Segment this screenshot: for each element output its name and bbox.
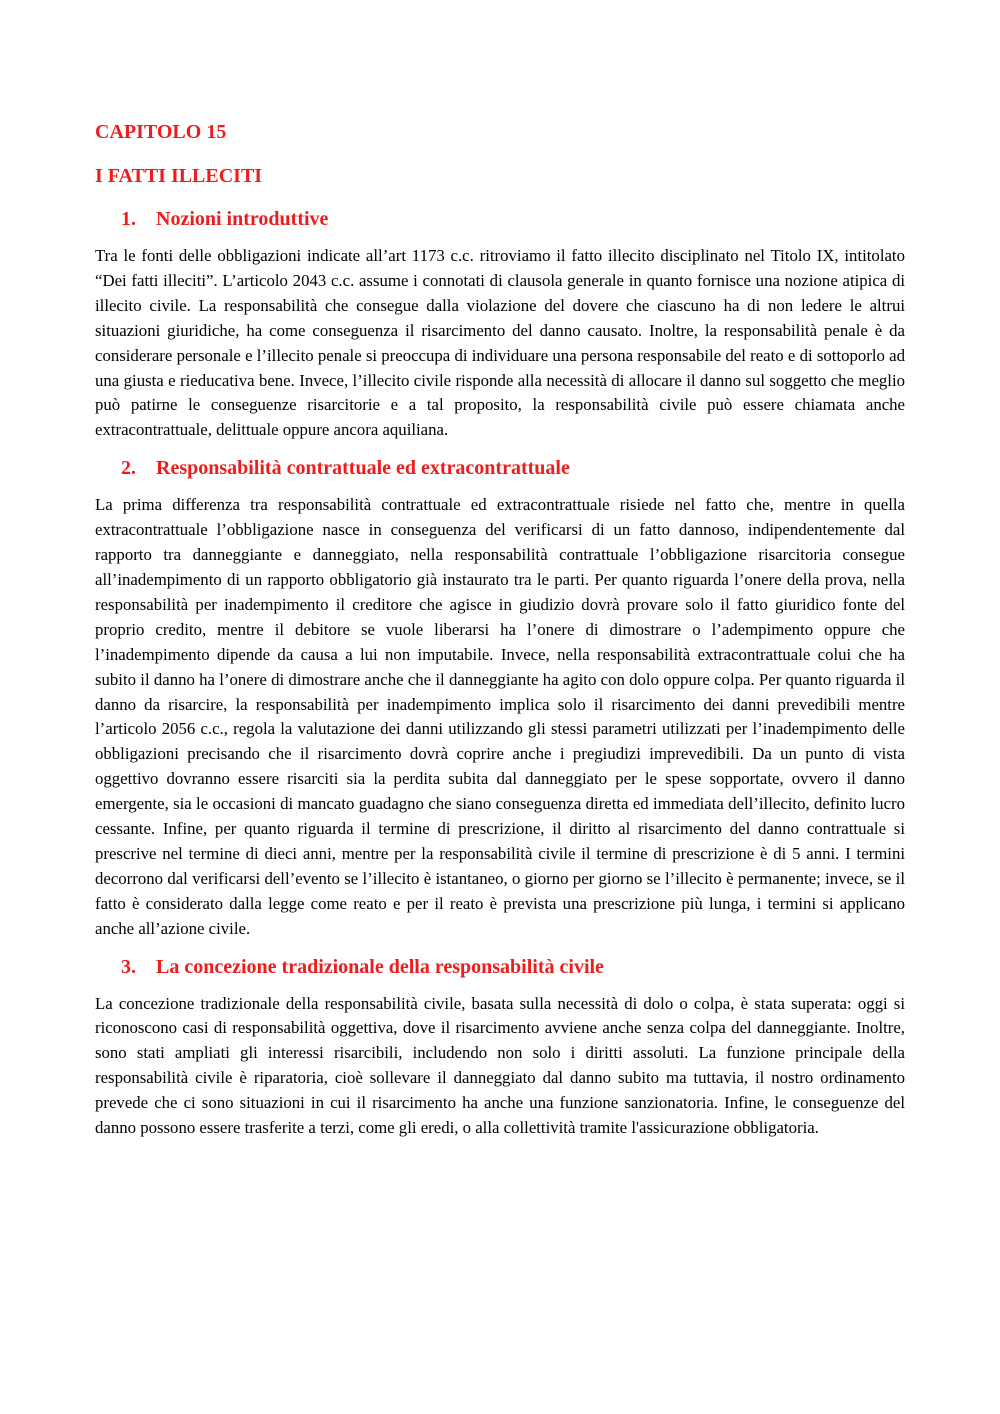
- section-title: La concezione tradizionale della responsabilità civile: [156, 955, 604, 978]
- section-heading-3: [121, 952, 905, 982]
- chapter-title: I FATTI ILLECITI: [95, 165, 263, 187]
- section-paragraph: La prima differenza tra responsabilità contrattuale ed extracontrattuale risiede nel fatto che, mentre in quella extracontrattuale l’obbligazione nasce in conseguenza del verificarsi di un fatto dannoso, indipendentemente dal rapporto tra danneggiante e danneggiato, nella responsabilità contrattuale l’obbligazione risarcitoria consegue all’inadempimento di un rapporto obbligatorio già instaurato tra le parti. Per quanto riguarda l’onere della prova, nella responsabilità per inadempimento il creditore che agisce in giudizio dovrà provare solo il fatto giuridico fonte del proprio credito, mentre il debitore se vuole liberarsi ha l’onere di dimostrare o l’adempimento oppure che l’inadempimento dipende da causa a lui non imputabile. Invece, nella responsabilità extracontrattuale colui che ha subito il danno ha l’onere di dimostrare anche che il danneggiante ha agito con dolo oppure colpa. Per quanto riguarda il danno da risarcire, la responsabilità per inadempimento implica solo il risarcimento dei danni prevedibili mentre l’articolo 2056 c.c., regola la valutazione dei danni utilizzando gli stessi parametri utilizzati per l’inadempimento delle obbligazioni precisando che il risarcimento dovrà coprire anche i pregiudizi imprevedibili. Da un punto di vista oggettivo dovranno essere risarciti sia la perdita subita dal danneggiato per le spese sopportate, ovvero il danno emergente, sia le occasioni di mancato guadagno che siano conseguenza diretta ed immediata dell’illecito, definito lucro cessante. Infine, per quanto riguarda il termine di prescrizione, il diritto al risarcimento del danno contrattuale si prescrive nel termine di dieci anni, mentre per la responsabilità civile il termine di prescrizione è di 5 anni. I termini decorrono dal verificarsi dell’evento se l’illecito è istantaneo, o giorno per giorno se l’illecito è permanente; invece, se il fatto è considerato dalla legge come reato e per il reato è prevista una prescrizione più lunga, i termini si applicano anche all’azione civile.: [95, 495, 905, 938]
- section-2: [95, 453, 905, 941]
- section-heading-1: [121, 204, 905, 234]
- section-1: [95, 204, 905, 443]
- section-paragraph: Tra le fonti delle obbligazioni indicate all’art 1173 c.c. ritroviamo il fatto illecito disciplinato nel Titolo IX, intitolato “Dei fatti illeciti”. L’articolo 2043 c.c. assume i connotati di clausola generale in quanto fornisce una nozione atipica di illecito civile. La responsabilità che consegue dalla violazione del dovere che ciascuno ha di non ledere le altrui situazioni giuridiche, ha come conseguenza il risarcimento del danno causato. Inoltre, la responsabilità penale è da considerare personale e l’illecito penale si preoccupa di individuare una persona responsabile del reato e di sottoporlo ad una giusta e rieducativa bene. Invece, l’illecito civile risponde alla necessità di allocare il danno sul soggetto che meglio può patirne le conseguenze risarcitorie e a tal proposito, la responsabilità civile può essere chiamata anche extracontrattuale, delittuale oppure ancora aquiliana.: [95, 246, 905, 440]
- section-number: 3.: [121, 955, 136, 978]
- section-number: 1.: [121, 208, 136, 230]
- section-paragraph: La concezione tradizionale della responsabilità civile, basata sulla necessità di dolo o colpa, è stata superata: oggi si riconoscono casi di responsabilità oggettiva, dove il risarcimento avviene anche senza colpa del danneggiante. Inoltre, sono stati ampliati gli interessi risarcibili, includendo non solo i diritti assoluti. La funzione principale della responsabilità civile è riparatoria, cioè sollevare il danneggiato dal danno subito ma tuttavia, il nostro ordinamento prevede che ci sono situazioni in cui il risarcimento ha anche una funzione sanzionatoria. Infine, le conseguenze del danno possono essere trasferite a terzi, come gli eredi, o alla collettività tramite l'assicurazione obbligatoria.: [95, 993, 905, 1138]
- section-title: Responsabilità contrattuale ed extracontrattuale: [156, 457, 570, 480]
- section-title: Nozioni introduttive: [156, 208, 329, 230]
- document-page: [95, 116, 905, 1147]
- chapter-label: CAPITOLO 15: [95, 121, 227, 143]
- section-3: [95, 952, 905, 1141]
- section-heading-2: [121, 453, 905, 483]
- section-number: 2.: [121, 457, 136, 480]
